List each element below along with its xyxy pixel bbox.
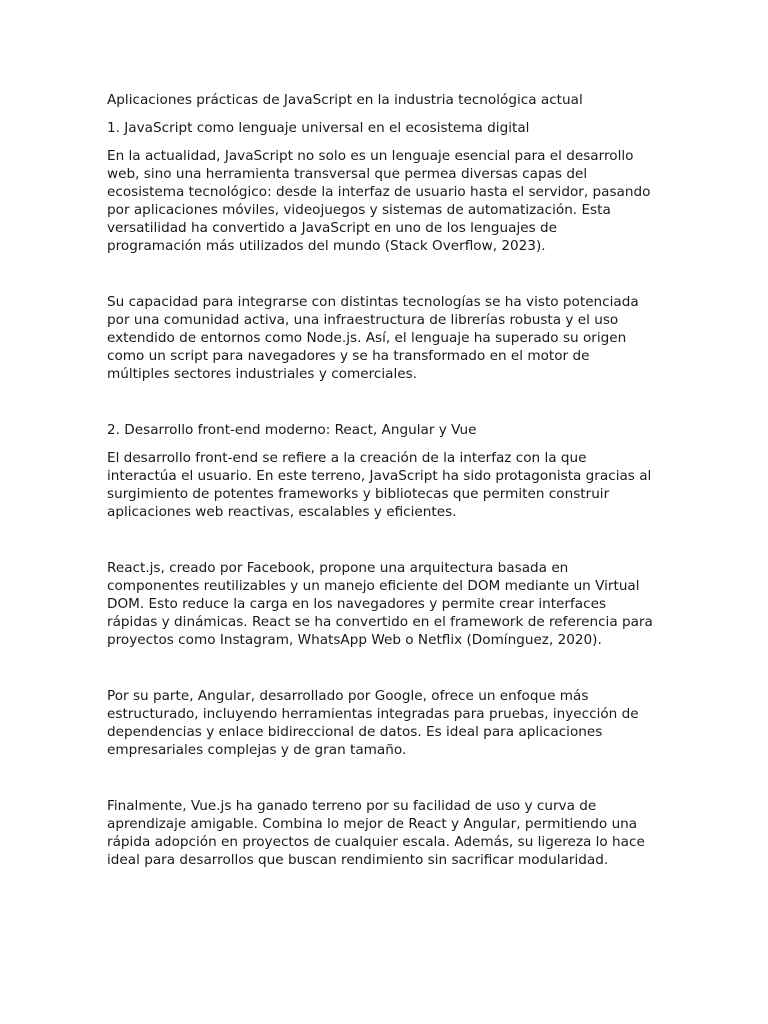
paragraph-line: programación más utilizados del mundo (Stack Overflow, 2023). (107, 238, 546, 254)
paragraph-line: dependencias y enlace bidireccional de datos. Es ideal para aplicaciones (107, 724, 603, 740)
paragraph-line: Por su parte, Angular, desarrollado por Google, ofrece un enfoque más (107, 688, 589, 704)
document-title: Aplicaciones prácticas de JavaScript en la industria tecnológica actual (107, 92, 583, 108)
paragraph-line: versatilidad ha convertido a JavaScript en uno de los lenguajes de (107, 220, 557, 236)
paragraph-line: interactúa el usuario. En este terreno, JavaScript ha sido protagonista gracias al (107, 468, 652, 484)
paragraph-line: Finalmente, Vue.js ha ganado terreno por su facilidad de uso y curva de (107, 798, 597, 814)
paragraph-line: surgimiento de potentes frameworks y bibliotecas que permiten construir (107, 486, 610, 502)
paragraph-line: web, sino una herramienta transversal que permea diversas capas del (107, 166, 588, 182)
paragraph-line: React.js, creado por Facebook, propone una arquitectura basada en (107, 560, 569, 576)
section-1-paragraph-2 (107, 293, 663, 383)
section-2-paragraph-2 (107, 559, 663, 649)
paragraph-line: como un script para navegadores y se ha transformado en el motor de (107, 348, 590, 364)
paragraph-line: por aplicaciones móviles, videojuegos y sistemas de automatización. Esta (107, 202, 611, 218)
paragraph-line: El desarrollo front-end se refiere a la creación de la interfaz con la que (107, 450, 587, 466)
paragraph-line: extendido de entornos como Node.js. Así, el lenguaje ha superado su origen (107, 330, 627, 346)
paragraph-line: proyectos como Instagram, WhatsApp Web o Netflix (Domínguez, 2020). (107, 632, 602, 648)
section-1-heading: 1. JavaScript como lenguaje universal en el ecosistema digital (107, 120, 530, 136)
section-2-paragraph-3 (107, 687, 663, 759)
paragraph-line: por una comunidad activa, una infraestructura de librerías robusta y el uso (107, 312, 619, 328)
section-2-paragraph-1 (107, 449, 663, 521)
section-1-paragraph-1 (107, 147, 663, 255)
paragraph-line: DOM. Esto reduce la carga en los navegadores y permite crear interfaces (107, 596, 607, 612)
paragraph-line: rápida adopción en proyectos de cualquier escala. Además, su ligereza lo hace (107, 834, 645, 850)
paragraph-line: componentes reutilizables y un manejo eficiente del DOM mediante un Virtual (107, 578, 640, 594)
section-2-heading: 2. Desarrollo front-end moderno: React, Angular y Vue (107, 422, 477, 438)
document-page (107, 91, 663, 907)
paragraph-line: múltiples sectores industriales y comerciales. (107, 366, 418, 382)
section-2-paragraph-4 (107, 797, 663, 869)
paragraph-line: En la actualidad, JavaScript no solo es un lenguaje esencial para el desarrollo (107, 148, 634, 164)
paragraph-line: estructurado, incluyendo herramientas integradas para pruebas, inyección de (107, 706, 639, 722)
paragraph-line: ecosistema tecnológico: desde la interfaz de usuario hasta el servidor, pasando (107, 184, 651, 200)
paragraph-line: rápidas y dinámicas. React se ha convertido en el framework de referencia para (107, 614, 653, 630)
paragraph-line: aplicaciones web reactivas, escalables y eficientes. (107, 504, 457, 520)
paragraph-line: ideal para desarrollos que buscan rendimiento sin sacrificar modularidad. (107, 852, 609, 868)
paragraph-line: empresariales complejas y de gran tamaño. (107, 742, 407, 758)
paragraph-line: Su capacidad para integrarse con distintas tecnologías se ha visto potenciada (107, 294, 639, 310)
paragraph-line: aprendizaje amigable. Combina lo mejor de React y Angular, permitiendo una (107, 816, 638, 832)
